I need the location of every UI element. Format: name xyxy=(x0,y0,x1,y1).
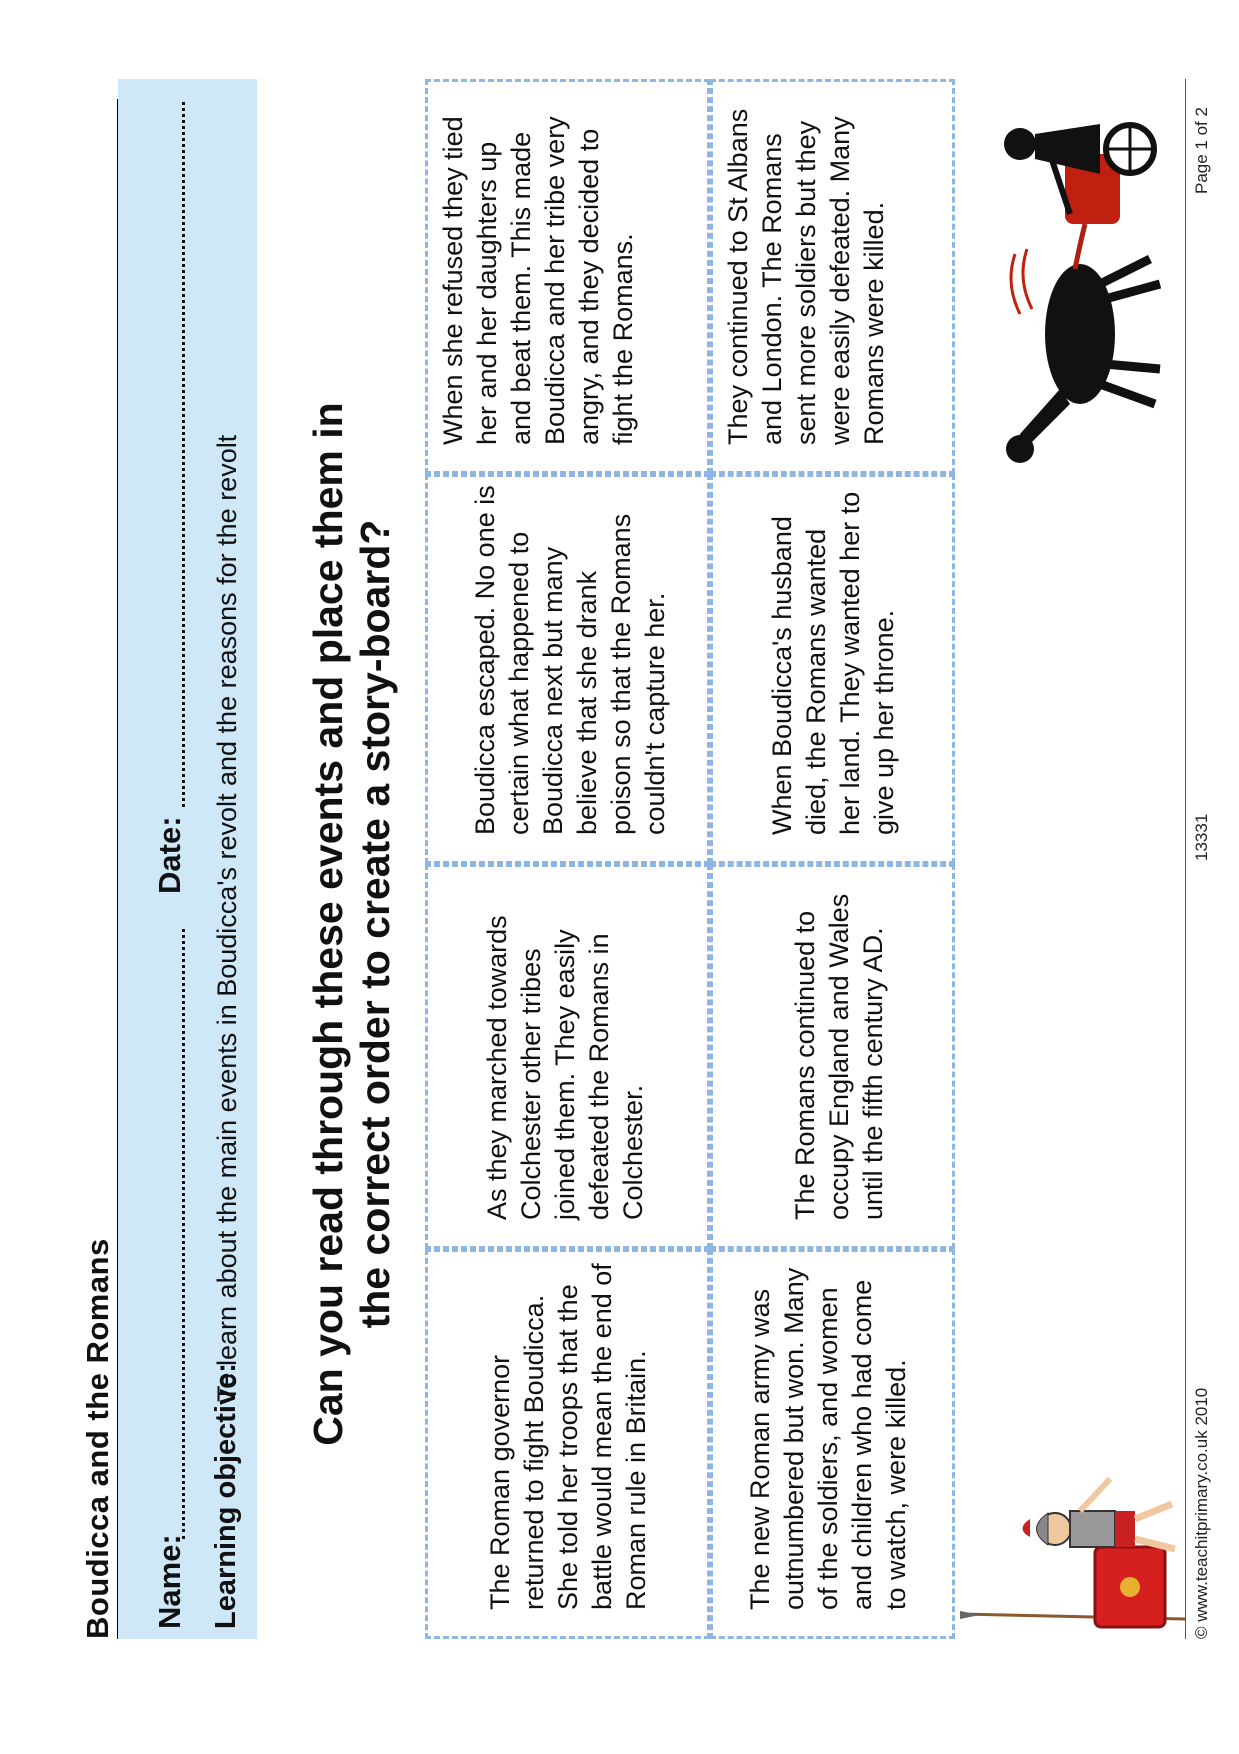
event-card-text: The Romans continued to occupy England and Wales until the fifth century AD. xyxy=(790,893,888,1220)
date-label: Date: xyxy=(152,816,187,894)
objective-label: Learning objective: xyxy=(210,1363,242,1629)
question-line-2: the correct order to create a story-board? xyxy=(352,519,398,1329)
event-card-6[interactable] xyxy=(710,864,955,1249)
event-card-3[interactable] xyxy=(425,474,710,864)
event-card-text: The Roman governor returned to fight Boudicca. She told her troops that the battle would mean the end of Roman rule in Britain. xyxy=(485,1263,651,1610)
event-card-text: They continued to St Albans and London. The Romans sent more soldiers but they were easily defeated. Many Romans were killed. xyxy=(723,108,889,445)
horse-chariot-icon xyxy=(960,84,1185,484)
event-card-1[interactable] xyxy=(425,1249,710,1639)
date-field[interactable] xyxy=(160,102,185,807)
name-label: Name: xyxy=(152,1534,187,1629)
event-card-text: The new Roman army was outnumbered but won. Many of the soldiers, and women and children who had come to watch, were killed. xyxy=(745,1267,911,1610)
event-card-2[interactable] xyxy=(425,864,710,1249)
objective-text: To learn about the main events in Boudicca's revolt and the reasons for the revolt xyxy=(212,434,242,1402)
event-card-7[interactable] xyxy=(710,474,955,864)
event-card-text: Boudicca escaped. No one is certain what happened to Boudicca next but many believe that she drank poison so that the Romans couldn't capture her. xyxy=(470,485,670,835)
page-number: Page 1 of 2 xyxy=(1192,107,1211,194)
roman-soldier-icon xyxy=(960,1469,1185,1639)
event-card-8[interactable] xyxy=(710,79,955,474)
question-line-1: Can you read through these events and place them in xyxy=(305,402,351,1446)
footer-divider xyxy=(1185,79,1186,1639)
copyright-text: © www.teachitprimary.co.uk 2010 xyxy=(1192,1387,1211,1639)
event-card-text: As they marched towards Colchester other tribes joined them. They easily defeated the Romans in Colchester. xyxy=(482,915,648,1220)
event-card-text: When she refused they tied her and her daughters up and beat them. This made Boudicca and her tribe very angry, and they decided to fight the Romans. xyxy=(438,116,638,445)
event-card-text: When Boudicca's husband died, the Romans wanted her land. They wanted her to give up her throne. xyxy=(767,491,899,835)
event-card-4[interactable] xyxy=(425,79,710,474)
question-heading xyxy=(305,344,399,1504)
resource-code: 13331 xyxy=(1192,813,1211,861)
name-field[interactable] xyxy=(160,929,185,1539)
document-title: Boudicca and the Romans xyxy=(80,1238,115,1639)
event-card-5[interactable] xyxy=(710,1249,955,1639)
